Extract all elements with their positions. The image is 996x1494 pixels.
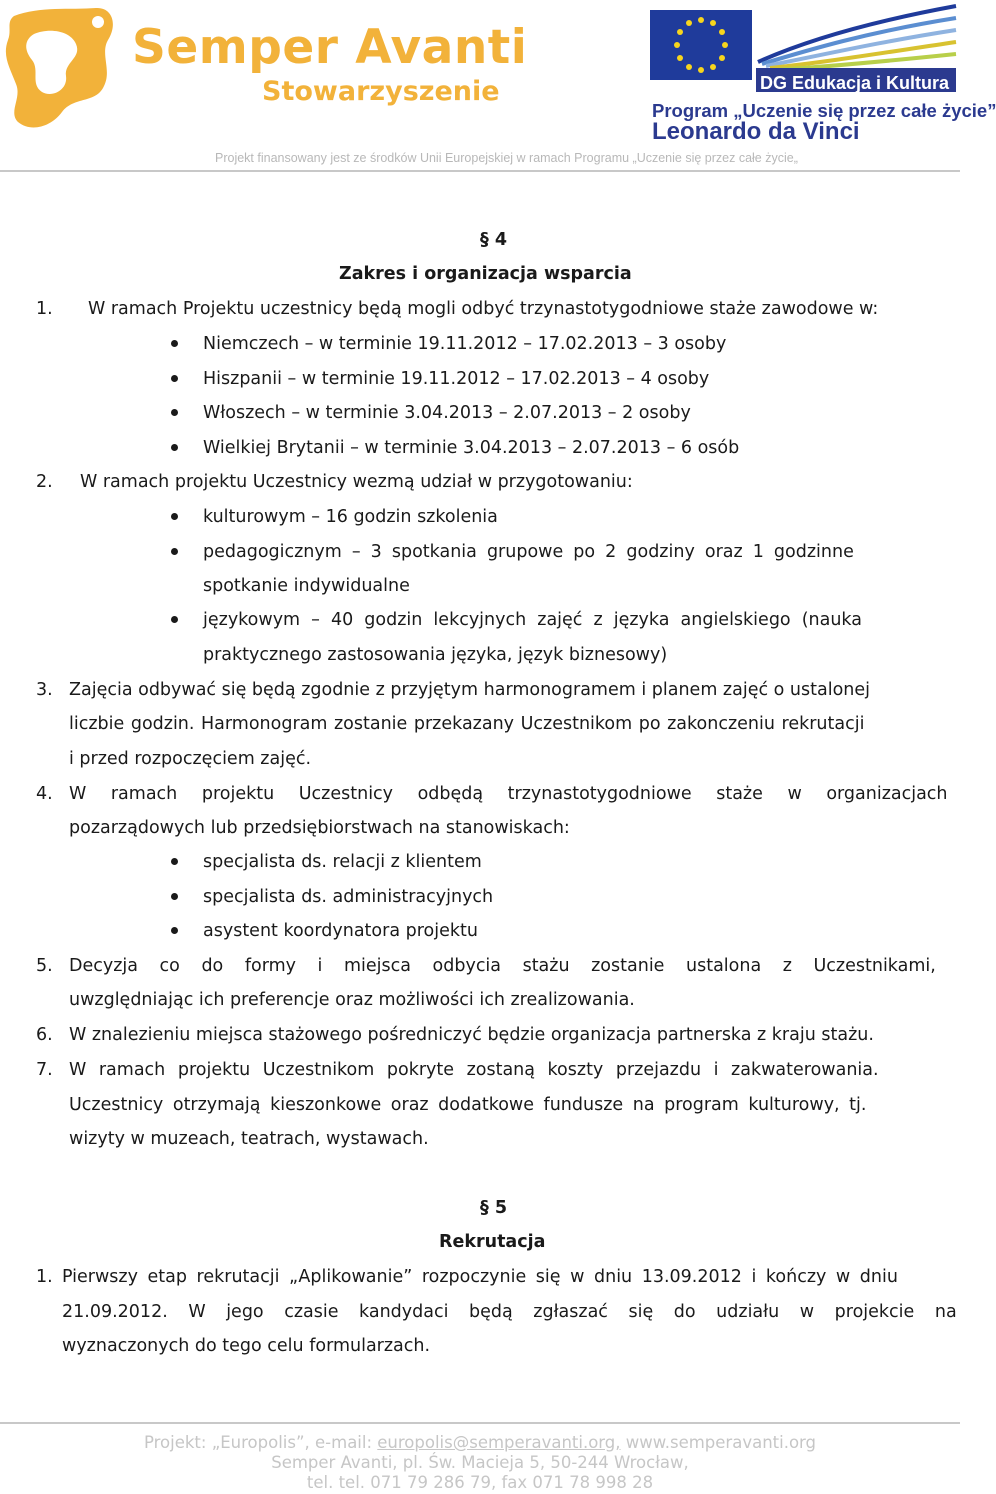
list-item: asystent koordynatora projektu (203, 921, 478, 941)
bullet (171, 548, 178, 555)
list-item: Niemczech – w terminie 19.11.2012 – 17.02.2013 – 3 osoby (203, 334, 727, 354)
bullet (171, 616, 178, 623)
section-4-heading: § 4 (480, 230, 508, 250)
p7-line: Uczestnicy otrzymają kieszonkowe oraz dodatkowe fundusze na program kulturowy, tj. (69, 1095, 867, 1115)
list-item: Włoszech – w terminie 3.04.2013 – 2.07.2013 – 2 osoby (203, 403, 691, 423)
p5-number: 5. (36, 956, 53, 976)
s5-p1-line: wyznaczonych do tego celu formularzach. (62, 1336, 431, 1356)
list-item: specjalista ds. administracyjnych (203, 887, 494, 907)
bullet (171, 513, 178, 520)
p3-line: i przed rozpoczęciem zajęć. (69, 749, 312, 769)
footer-project: Projekt: „Europolis”, e-mail: (143, 1433, 378, 1452)
list-item-continued: spotkanie indywidualne (203, 576, 410, 596)
list-item: językowym – 40 godzin lekcyjnych zajęć z języka angielskiego (nauka (203, 610, 862, 630)
bullet (171, 409, 178, 416)
eu-dg-label: DG Edukacja i Kultura (760, 73, 950, 93)
p7-number: 7. (36, 1060, 53, 1080)
list-item: Hiszpanii – w terminie 19.11.2012 – 17.02.2013 – 4 osoby (203, 369, 710, 389)
p6-text: W znalezieniu miejsca stażowego pośredniczyć będzie organizacja partnerska z kraju stażu. (69, 1025, 874, 1045)
p2-number: 2. (36, 472, 53, 492)
eu-leonardo-label: Leonardo da Vinci (652, 118, 860, 145)
s5-p1-number: 1. (36, 1267, 53, 1287)
p2-text: W ramach projektu Uczestnicy wezmą udział w przygotowaniu: (80, 472, 633, 492)
footer-line-1 (0, 1433, 960, 1453)
footer-phone: tel. tel. 071 79 286 79, fax 071 78 998 28 (306, 1473, 654, 1492)
section-4-title: Zakres i organizacja wsparcia (339, 264, 632, 284)
list-item: Wielkiej Brytanii – w terminie 3.04.2013 – 2.07.2013 – 6 osób (203, 438, 740, 458)
p7-line: wizyty w muzeach, teatrach, wystawach. (69, 1129, 429, 1149)
footer-address: Semper Avanti, pl. Św. Macieja 5, 50-244 Wrocław, (271, 1453, 689, 1472)
p4-line: pozarządowych lub przedsiębiorstwach na stanowiskach: (69, 818, 570, 838)
bullet (171, 444, 178, 451)
list-item: kulturowym – 16 godzin szkolenia (203, 507, 498, 527)
bullet (171, 375, 178, 382)
list-item: pedagogicznym – 3 spotkania grupowe po 2 godziny oraz 1 godzinne (203, 542, 854, 562)
p4-number: 4. (36, 784, 53, 804)
p7-line: W ramach projektu Uczestnikom pokryte zostaną koszty przejazdu i zakwaterowania. (69, 1060, 879, 1080)
p1-number: 1. (36, 299, 53, 319)
funding-banner: Projekt finansowany jest ze środków Unii Europejskiej w ramach Programu „Uczenie się przez całe życie„ (215, 151, 798, 165)
s5-p1-line: 21.09.2012. W jego czasie kandydaci będą zgłaszać się do udziału w projekcie na (62, 1302, 957, 1322)
footer-email-link[interactable]: europolis@semperavanti.org, (377, 1433, 621, 1452)
list-item-continued: praktycznego zastosowania języka, język biznesowy) (203, 645, 668, 665)
p5-line: Decyzja co do formy i miejsca odbycia stażu zostanie ustalona z Uczestnikami, (69, 956, 936, 976)
p3-line: liczbie godzin. Harmonogram zostanie przekazany Uczestnikom po zakonczeniu rekrutacji (69, 714, 865, 734)
section-5-heading: § 5 (480, 1198, 508, 1218)
section-5-title: Rekrutacja (439, 1232, 546, 1252)
p6-number: 6. (36, 1025, 53, 1045)
bullet (171, 927, 178, 934)
p3-line: Zajęcia odbywać się będą zgodnie z przyjętym harmonogramem i planem zajęć o ustalonej (69, 680, 871, 700)
s5-p1-line: Pierwszy etap rekrutacji „Aplikowanie” rozpoczynie się w dniu 13.09.2012 i kończy w dniu (62, 1267, 898, 1287)
p3-number: 3. (36, 680, 53, 700)
org-name: Semper Avanti (132, 20, 528, 75)
p5-line: uwzględniając ich preferencje oraz możliwości ich zrealizowania. (69, 990, 635, 1010)
bullet (171, 893, 178, 900)
eu-program-label: Program „Uczenie się przez całe życie” (652, 100, 996, 121)
header-divider (0, 170, 960, 172)
list-item: specjalista ds. relacji z klientem (203, 852, 482, 872)
p4-line: W ramach projektu Uczestnicy odbędą trzynastotygodniowe staże w organizacjach (69, 784, 948, 804)
org-subtitle: Stowarzyszenie (262, 76, 500, 107)
footer-website: www.semperavanti.org (620, 1433, 817, 1452)
bullet (171, 340, 178, 347)
bullet (171, 858, 178, 865)
p1-text: W ramach Projektu uczestnicy będą mogli odbyć trzynastotygodniowe staże zawodowe w: (88, 299, 879, 319)
footer-divider (0, 1422, 960, 1424)
